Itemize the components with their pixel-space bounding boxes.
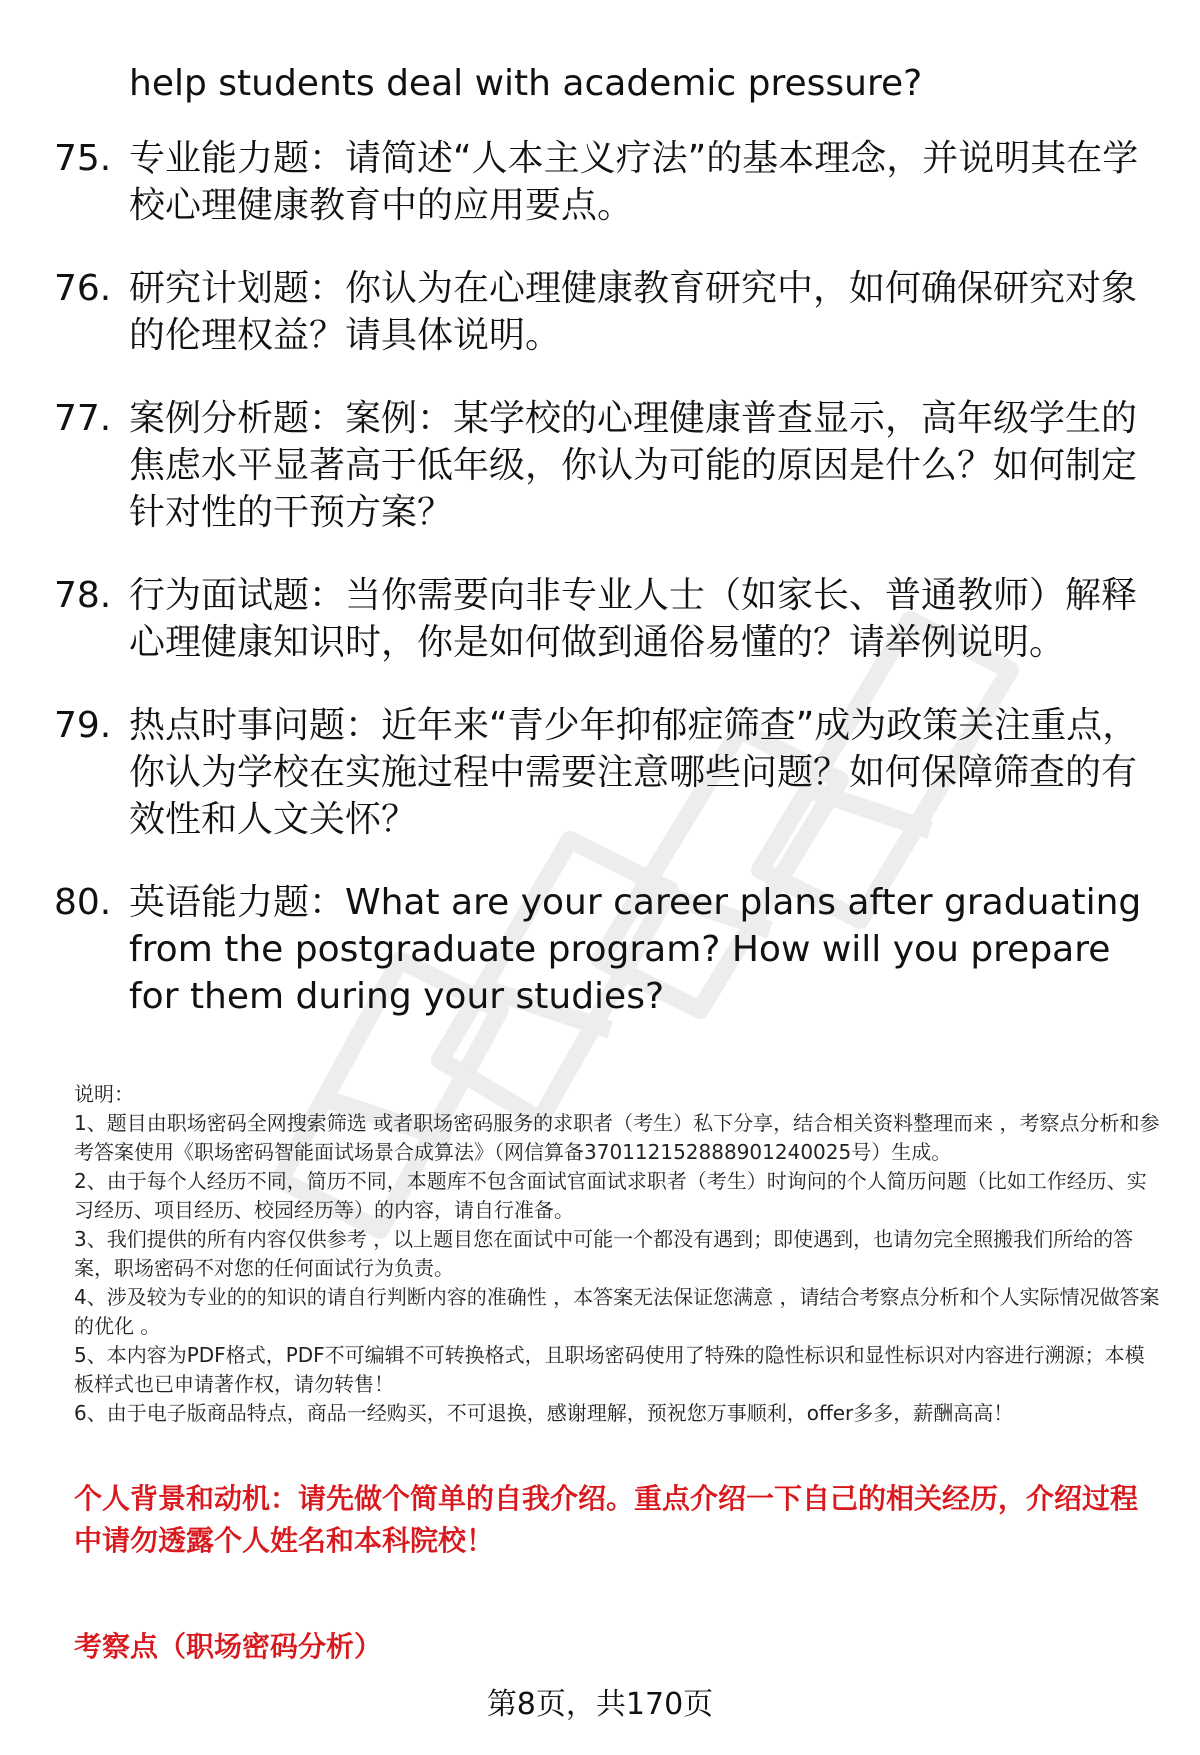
- notes-section: [74, 1080, 1164, 1428]
- question-number: 78.: [54, 575, 112, 616]
- question-item: [0, 265, 1200, 359]
- question-number: 75.: [54, 138, 112, 179]
- notes-title: 说明：: [74, 1082, 134, 1106]
- note-item: 2、由于每个人经历不同，简历不同，本题库不包含面试官面试求职者（考生）时询问的个人简历问题（比如工作经历、实习经历、项目经历、校园经历等）的内容，请自行准备。: [74, 1169, 1147, 1222]
- note-item: 5、本内容为PDF格式，PDF不可编辑不可转换格式，且职场密码使用了特殊的隐性标识和显性标识对内容进行溯源；本模板样式也已申请著作权，请勿转售！: [74, 1343, 1145, 1396]
- question-text: 英语能力题：What are your career plans after graduating from the postgraduate program? How will you prepare for them during your studies?: [129, 882, 1142, 1017]
- note-item: 4、涉及较为专业的的知识的请自行判断内容的准确性 ，本答案无法保证您满意 ，请结合考察点分析和个人实际情况做答案的优化 。: [74, 1285, 1160, 1338]
- question-number: 76.: [54, 268, 112, 309]
- note-item: 6、由于电子版商品特点，商品一经购买，不可退换，感谢理解，预祝您万事顺利，offer多多，薪酬高高！: [74, 1401, 1014, 1425]
- question-number: 77.: [54, 398, 112, 439]
- section-subheading: 考察点（职场密码分析）: [74, 1630, 383, 1663]
- question-item: [0, 879, 1200, 1020]
- question-list: [0, 60, 1200, 1056]
- note-item: 3、我们提供的所有内容仅供参考 ，以上题目您在面试中可能一个都没有遇到；即使遇到，也请勿完全照搬我们所给的答案，职场密码不对您的任何面试行为负责。: [74, 1227, 1134, 1280]
- note-item: 1、题目由职场密码全网搜索筛选 或者职场密码服务的求职者（考生）私下分享，结合相关资料整理而来 ，考察点分析和参考答案使用《职场密码智能面试场景合成算法》（网信算备370112152888901240025号）生成。: [74, 1111, 1160, 1164]
- section-heading: 个人背景和动机：请先做个简单的自我介绍。重点介绍一下自己的相关经历，介绍过程中请勿透露个人姓名和本科院校！: [74, 1482, 1139, 1557]
- question-text: 热点时事问题：近年来“青少年抑郁症筛查”成为政策关注重点，你认为学校在实施过程中需要注意哪些问题？如何保障筛查的有效性和人文关怀？: [129, 705, 1139, 840]
- question-number: 79.: [54, 705, 112, 746]
- question-text: 案例分析题：案例：某学校的心理健康普查显示，高年级学生的焦虑水平显著高于低年级，你认为可能的原因是什么？如何制定针对性的干预方案？: [129, 398, 1138, 533]
- page-number: 第8页，共170页: [486, 1687, 714, 1722]
- question-text: 行为面试题：当你需要向非专业人士（如家长、普通教师）解释心理健康知识时，你是如何做到通俗易懂的？请举例说明。: [129, 575, 1138, 663]
- question-continuation: help students deal with academic pressure?: [129, 63, 923, 104]
- question-item: [0, 702, 1200, 843]
- question-text: 研究计划题：你认为在心理健康教育研究中，如何确保研究对象的伦理权益？请具体说明。: [129, 268, 1138, 356]
- question-text: 专业能力题：请简述“人本主义疗法”的基本理念，并说明其在学校心理健康教育中的应用要点。: [129, 138, 1139, 226]
- question-item: [0, 135, 1200, 229]
- question-number: 80.: [54, 882, 112, 923]
- question-item: [0, 572, 1200, 666]
- question-item: [0, 395, 1200, 536]
